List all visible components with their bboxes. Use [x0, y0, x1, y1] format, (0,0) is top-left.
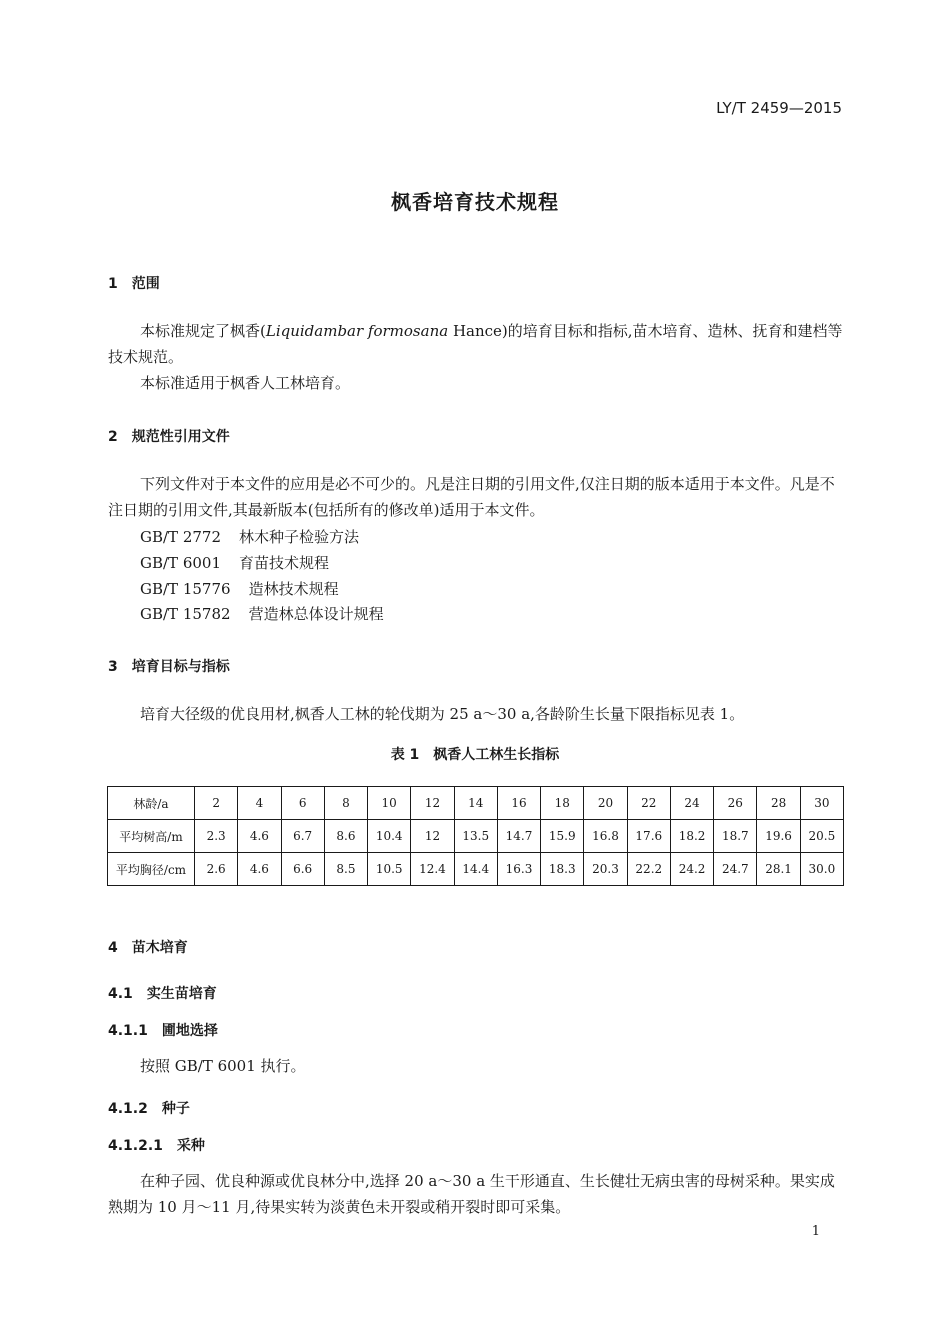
table-cell: 16	[497, 787, 540, 820]
reference-code: GB/T 2772	[140, 528, 222, 546]
table-cell: 4.6	[238, 820, 281, 853]
table-cell: 20.3	[584, 853, 627, 886]
growth-index-table	[107, 786, 844, 886]
section-title: 范围	[131, 276, 160, 292]
section-1-paragraph-2: 本标准适用于枫香人工林培育。	[140, 374, 351, 392]
table-cell: 13.5	[454, 820, 497, 853]
table-cell: 28	[757, 787, 800, 820]
table-cell: 20.5	[800, 820, 843, 853]
table-cell: 10	[368, 787, 411, 820]
table-cell: 14.7	[497, 820, 540, 853]
section-number: 3	[108, 659, 118, 675]
reference-item	[140, 578, 339, 599]
table-row-height	[108, 820, 844, 853]
table-cell: 6.6	[281, 853, 324, 886]
section-title: 苗木培育	[131, 940, 188, 956]
section-1-paragraph-1: 本标准规定了枫香(Liquidambar formosana Hance)的培育目标和指标,苗木培育、造林、抚育和建档等技术规范。	[108, 322, 843, 366]
table-cell: 24	[670, 787, 713, 820]
table-cell: 8	[324, 787, 367, 820]
reference-name: 林木种子检验方法	[239, 528, 360, 546]
table-cell: 10.4	[368, 820, 411, 853]
table-cell: 28.1	[757, 853, 800, 886]
table-cell: 18	[541, 787, 584, 820]
table-cell: 18.3	[541, 853, 584, 886]
section-4-1-1-paragraph: 按照 GB/T 6001 执行。	[140, 1057, 306, 1075]
section-number: 4.1	[108, 986, 133, 1002]
section-number: 1	[108, 276, 118, 292]
table-cell: 14	[454, 787, 497, 820]
section-3-heading	[108, 656, 230, 676]
table-cell: 8.6	[324, 820, 367, 853]
section-4-heading	[108, 937, 188, 957]
section-number: 4.1.1	[108, 1023, 148, 1039]
table-row-age	[108, 787, 844, 820]
section-title: 种子	[161, 1101, 190, 1117]
table-caption: 表 1 枫香人工林生长指标	[390, 747, 560, 763]
table-cell: 22	[627, 787, 670, 820]
section-title: 培育目标与指标	[131, 659, 230, 675]
table-cell: 12	[411, 787, 454, 820]
table-cell: 12.4	[411, 853, 454, 886]
section-title: 圃地选择	[161, 1023, 218, 1039]
row-label: 平均胸径/cm	[108, 853, 195, 886]
page-number: 1	[811, 1224, 820, 1239]
table-cell: 10.5	[368, 853, 411, 886]
section-4-1-2-1-heading	[108, 1135, 205, 1155]
section-number: 4	[108, 940, 118, 956]
document-title: 枫香培育技术规程	[391, 190, 559, 214]
table-cell: 14.4	[454, 853, 497, 886]
reference-item	[140, 552, 329, 573]
section-3-paragraph: 培育大径级的优良用材,枫香人工林的轮伐期为 25 a～30 a,各龄阶生长量下限指标见表 1。	[140, 705, 745, 723]
section-number: 2	[108, 429, 118, 445]
table-cell: 30.0	[800, 853, 843, 886]
table-cell: 6	[281, 787, 324, 820]
section-number: 4.1.2	[108, 1101, 148, 1117]
row-label: 林龄/a	[108, 787, 195, 820]
table-cell: 18.7	[714, 820, 757, 853]
table-cell: 2.3	[195, 820, 238, 853]
standard-code: LY/T 2459—2015	[716, 99, 842, 117]
reference-name: 育苗技术规程	[239, 554, 330, 572]
table-cell: 20	[584, 787, 627, 820]
table-cell: 19.6	[757, 820, 800, 853]
reference-item	[140, 603, 384, 624]
table-cell: 30	[800, 787, 843, 820]
reference-item	[140, 526, 359, 547]
section-4-1-1-heading	[108, 1020, 218, 1040]
table-cell: 26	[714, 787, 757, 820]
reference-name: 营造林总体设计规程	[248, 605, 384, 623]
section-4-1-2-heading	[108, 1098, 190, 1118]
latin-species-name: Liquidambar formosana	[265, 322, 449, 340]
table-cell: 22.2	[627, 853, 670, 886]
section-2-paragraph: 下列文件对于本文件的应用是必不可少的。凡是注日期的引用文件,仅注日期的版本适用于本文件。凡是不注日期的引用文件,其最新版本(包括所有的修改单)适用于本文件。	[108, 475, 835, 519]
reference-code: GB/T 15776	[140, 580, 231, 598]
section-4-1-2-1-paragraph: 在种子园、优良种源或优良林分中,选择 20 a～30 a 生干形通直、生长健壮无病虫害的母树采种。果实成熟期为 10 月～11 月,待果实转为淡黄色未开裂或稍开裂时即可采集。	[108, 1172, 835, 1216]
section-2-heading	[108, 426, 230, 446]
reference-name: 造林技术规程	[248, 580, 339, 598]
section-title: 采种	[176, 1138, 205, 1154]
table-cell: 4.6	[238, 853, 281, 886]
table-cell: 12	[411, 820, 454, 853]
table-row-diameter	[108, 853, 844, 886]
section-4-1-heading	[108, 983, 217, 1003]
table-cell: 2.6	[195, 853, 238, 886]
reference-code: GB/T 15782	[140, 605, 231, 623]
reference-code: GB/T 6001	[140, 554, 222, 572]
table-cell: 8.5	[324, 853, 367, 886]
table-cell: 15.9	[541, 820, 584, 853]
table-cell: 16.3	[497, 853, 540, 886]
row-label: 平均树高/m	[108, 820, 195, 853]
table-cell: 4	[238, 787, 281, 820]
table-cell: 24.7	[714, 853, 757, 886]
section-title: 规范性引用文件	[131, 429, 230, 445]
table-cell: 6.7	[281, 820, 324, 853]
table-cell: 2	[195, 787, 238, 820]
table-cell: 16.8	[584, 820, 627, 853]
table-cell: 17.6	[627, 820, 670, 853]
section-1-heading	[108, 273, 160, 293]
section-number: 4.1.2.1	[108, 1138, 163, 1154]
table-cell: 18.2	[670, 820, 713, 853]
section-title: 实生苗培育	[146, 986, 217, 1002]
table-cell: 24.2	[670, 853, 713, 886]
